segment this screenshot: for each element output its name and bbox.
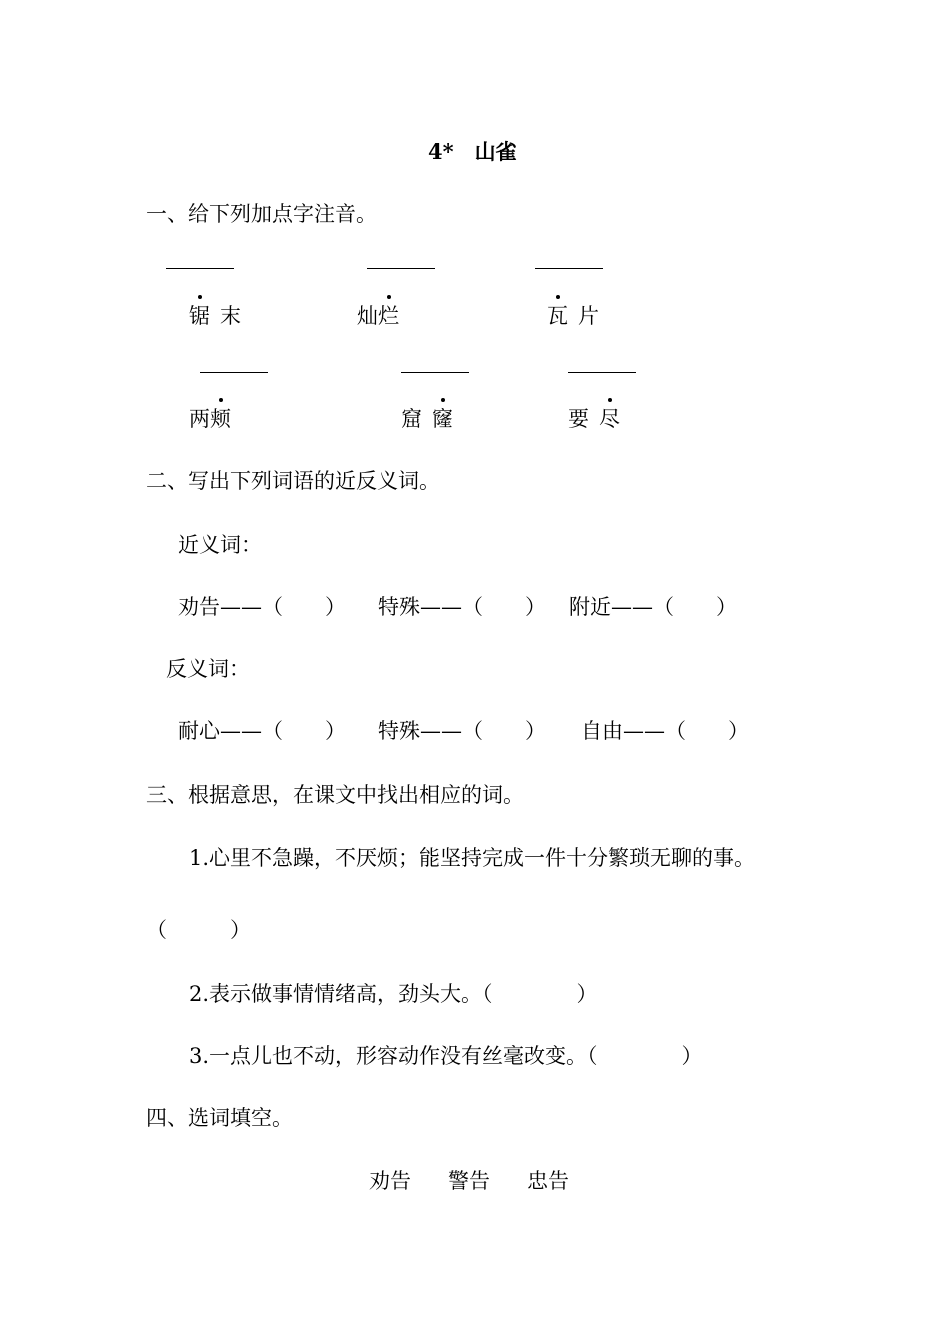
section4-heading: 四、选词填空。 — [146, 1106, 293, 1130]
word-1-char-2: 末 — [220, 304, 241, 328]
question-2: 2.表示做事情情绪高，劲头大。（ ） — [189, 982, 598, 1006]
antonym-label: 反义词： — [166, 657, 250, 681]
word-2 — [357, 303, 399, 329]
synonym-label: 近义词： — [178, 533, 262, 557]
word-1-char-1: 锯 — [189, 304, 210, 328]
word-2-char-1: 灿 — [357, 304, 378, 328]
page-title: 4* 山雀 — [428, 139, 517, 164]
word-4-char-1: 两 — [189, 407, 210, 431]
section2-heading: 二、写出下列词语的近反义词。 — [146, 469, 440, 493]
word-3-char-2: 片 — [578, 304, 599, 328]
synonym-item-2: 特殊——（ ） — [378, 595, 546, 619]
word-1 — [189, 303, 241, 329]
word-2-char-2: 烂 — [378, 304, 399, 328]
section3-heading: 三、根据意思，在课文中找出相应的词。 — [146, 783, 524, 807]
word-5-char-1: 窟 — [401, 407, 422, 431]
option-2: 警告 — [448, 1169, 490, 1193]
pinyin-blank-2[interactable] — [367, 268, 435, 269]
question-3: 3.一点儿也不动，形容动作没有丝毫改变。（ ） — [189, 1044, 703, 1068]
antonym-item-2: 特殊——（ ） — [378, 719, 546, 743]
word-6-char-2: 尽 — [599, 407, 620, 431]
word-6-char-1: 要 — [568, 407, 589, 431]
antonym-item-3: 自由——（ ） — [581, 719, 749, 743]
word-4 — [189, 406, 231, 432]
pinyin-blank-3[interactable] — [535, 268, 603, 269]
synonym-item-1: 劝告——（ ） — [178, 595, 346, 619]
word-5-char-2: 窿 — [432, 407, 453, 431]
synonym-item-3: 附近——（ ） — [569, 595, 737, 619]
word-3-char-1: 瓦 — [547, 304, 568, 328]
word-5 — [401, 406, 453, 432]
pinyin-blank-5[interactable] — [401, 372, 469, 373]
word-3 — [547, 303, 599, 329]
pinyin-blank-4[interactable] — [200, 372, 268, 373]
antonym-item-1: 耐心——（ ） — [178, 719, 346, 743]
question-1: 1.心里不急躁，不厌烦；能坚持完成一件十分繁琐无聊的事。 — [189, 846, 756, 870]
question-1-answer: （ ） — [146, 918, 251, 942]
pinyin-blank-1[interactable] — [166, 268, 234, 269]
word-6 — [568, 406, 620, 432]
section1-heading: 一、给下列加点字注音。 — [146, 202, 377, 226]
word-4-char-2: 颊 — [210, 407, 231, 431]
option-3: 忠告 — [527, 1169, 569, 1193]
pinyin-blank-6[interactable] — [568, 372, 636, 373]
option-1: 劝告 — [369, 1169, 411, 1193]
